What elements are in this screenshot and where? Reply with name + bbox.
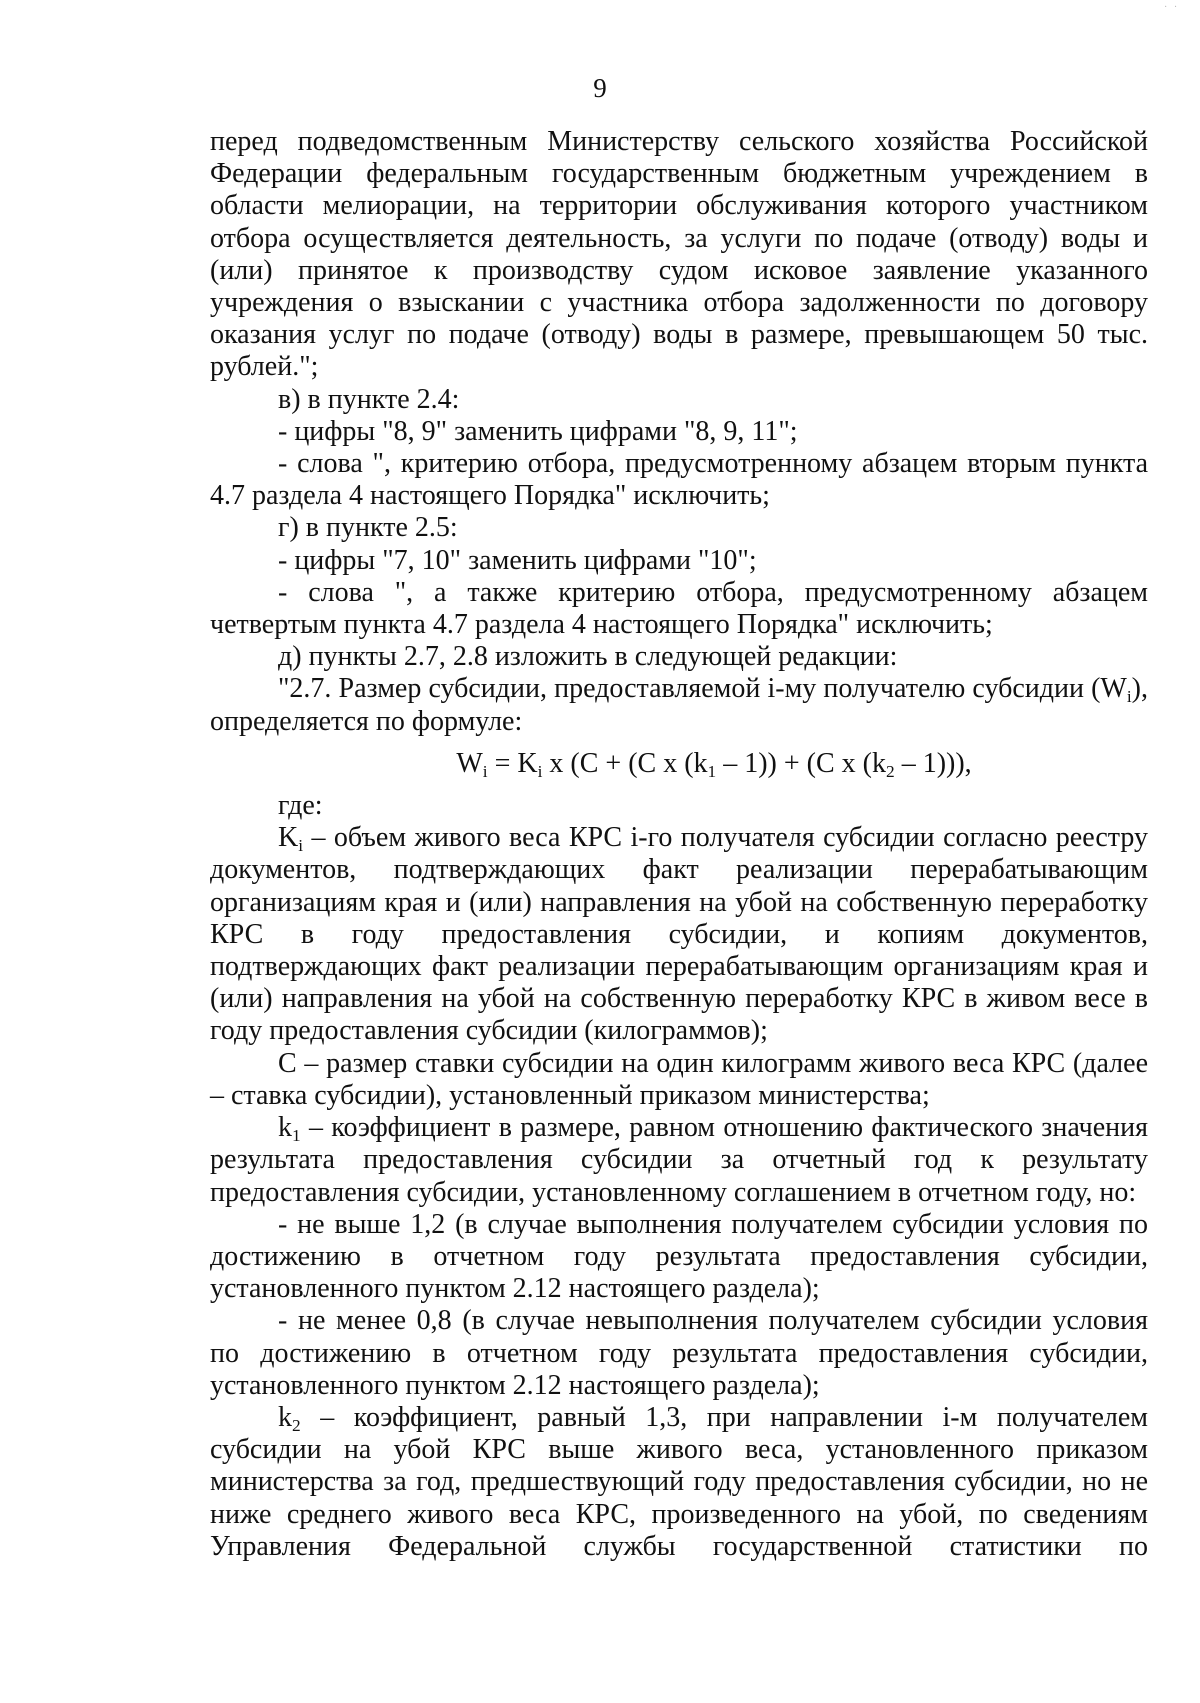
formula-part-k1: x (C + (C x (k bbox=[542, 747, 708, 779]
condition-max: - не выше 1,2 (в случае выполнения получателем субсидии условия по достижению в отчетном году результата предоставления субсидии, установленного пунктом 2.12 настоящего раздела); bbox=[210, 1208, 1148, 1305]
paragraph-where: где: bbox=[278, 790, 323, 822]
formula-sub-2: 2 bbox=[886, 761, 895, 781]
subsidy-formula bbox=[210, 748, 1148, 780]
definition-k1-text: – коэффициент в размере, равном отношению фактического значения результата предоставления субсидии за отчетный год к результату предоставления субсидии, установленному соглашением в отчетном году, но: bbox=[210, 1112, 1148, 1208]
subscript-i: i bbox=[1126, 687, 1132, 707]
paragraph-item-g: г) в пункте 2.5: bbox=[278, 512, 458, 544]
symbol-sub-2: 2 bbox=[292, 1415, 301, 1435]
definition-k2 bbox=[210, 1402, 1148, 1563]
scan-artifact: · · bbox=[1164, 2, 1180, 13]
document-body bbox=[210, 126, 1148, 1563]
symbol-k1: k bbox=[278, 1112, 292, 1144]
formula-k: = K bbox=[487, 747, 538, 779]
paragraph-words-2-4: - слова ", критерию отбора, предусмотренному абзацем вторым пункта 4.7 раздела 4 настоящего Порядка" исключить; bbox=[210, 448, 1148, 512]
definition-k2-text: – коэффициент, равный 1,3, при направлении i-м получателем субсидии на убой КРС выше живого веса, установленного приказом министерства за год, предшествующий году предоставления субсидии, но не ниже среднего живого веса КРС, произведенного на убой, по сведениям Управления Федеральной службы государственной статистики по bbox=[210, 1401, 1148, 1562]
symbol-k: K bbox=[278, 822, 299, 854]
definition-k1 bbox=[210, 1112, 1148, 1209]
paragraph-words-2-5: - слова ", а также критерию отбора, предусмотренному абзацем четвертым пункта 4.7 раздела 4 настоящего Порядка" исключить; bbox=[210, 576, 1148, 641]
paragraph-2-7-before: "2.7. Размер субсидии, предоставляемой i-му получателю субсидии (W bbox=[278, 673, 1127, 705]
paragraph-digits-2-5: - цифры "7, 10" заменить цифрами "10"; bbox=[278, 544, 757, 576]
definition-ki-text: – объем живого веса КРС i-го получателя субсидии согласно реестру документов, подтверждающих факт реализации перерабатывающим организациям края и (или) направления на убой на собственную переработку КРС в году предоставления субсидии, и копиям документов, подтверждающих факт реализации перерабатывающим организациям края и (или) направления на убой на собственную переработку КРС в живом весе в году предоставления субсидии (килограммов); bbox=[210, 822, 1148, 1047]
symbol-sub-1: 1 bbox=[292, 1125, 301, 1145]
paragraph-digits-2-4: - цифры "8, 9" заменить цифрами "8, 9, 11"; bbox=[278, 415, 798, 447]
formula-sub-i: i bbox=[482, 761, 488, 781]
paragraph-2-7-after: ), определяется по формуле: bbox=[210, 673, 1148, 737]
paragraph-item-v: в) в пункте 2.4: bbox=[278, 383, 460, 415]
formula-part-k2: – 1)) + (C x (k bbox=[716, 747, 886, 779]
formula-sub-1: 1 bbox=[707, 761, 717, 781]
symbol-k2: k bbox=[278, 1401, 292, 1433]
paragraph-2-7 bbox=[210, 673, 1148, 737]
page-number: 9 bbox=[593, 73, 607, 103]
formula-w: W bbox=[456, 747, 483, 779]
condition-min: - не менее 0,8 (в случае невыполнения получателем субсидии условия по достижению в отчетном году результата предоставления субсидии, установленного пунктом 2.12 настоящего раздела); bbox=[210, 1305, 1148, 1401]
formula-end: – 1))), bbox=[894, 747, 972, 779]
symbol-sub-i: i bbox=[298, 836, 304, 856]
paragraph-item-d: д) пункты 2.7, 2.8 изложить в следующей редакции: bbox=[278, 641, 898, 673]
definition-ki bbox=[210, 822, 1148, 1047]
paragraph-continuation: перед подведомственным Министерству сельского хозяйства Российской Федерации федеральным государственным бюджетным учреждением в области мелиорации, на территории обслуживания которого участником отбора осуществляется деятельность, за услуги по подаче (отводу) воды и (или) принятое к производству судом исковое заявление указанного учреждения о взыскании с участника отбора задолженности по договору оказания услуг по подаче (отводу) воды в размере, превышающем 50 тыс. рублей."; bbox=[210, 126, 1148, 383]
definition-c: С – размер ставки субсидии на один килограмм живого веса КРС (далее – ставка субсидии), установленный приказом министерства; bbox=[210, 1047, 1148, 1111]
formula-sub-i-2: i bbox=[537, 761, 543, 781]
